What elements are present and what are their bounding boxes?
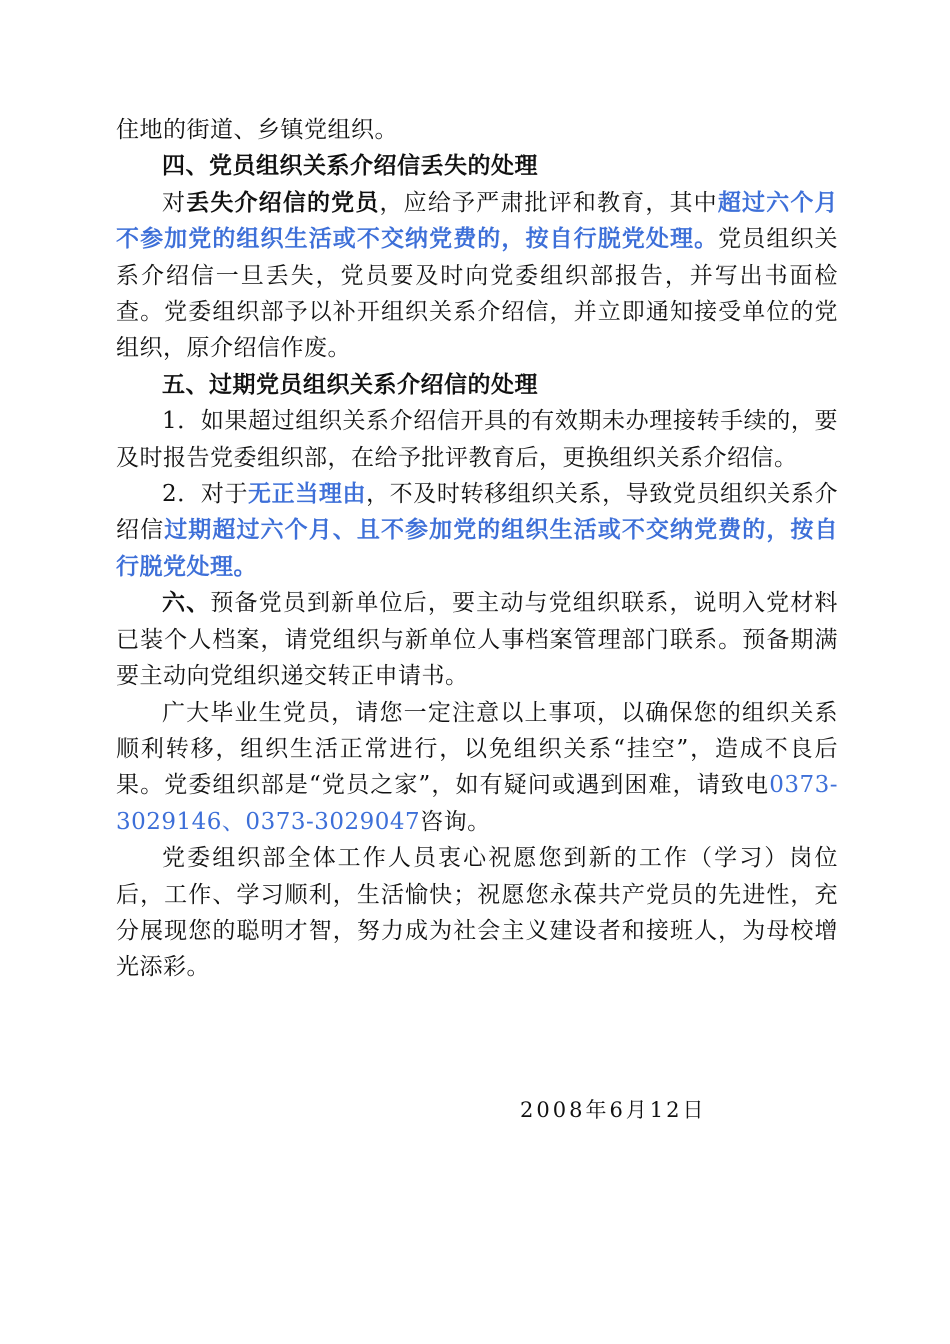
document-body (116, 112, 838, 986)
section-5-item-2-mid: ，不及时转移组织关系，导致党员组织关系介绍信 (116, 481, 839, 544)
section-4-text-post: 党员组织关系介绍信一旦丢失，党员要及时向党委组织部报告，并写出书面检查。党委组织部予以补开组织关系介绍信，并立即通知接受单位的党组织，原介绍信作废。 (116, 226, 839, 362)
section-4-bold-phrase: 丢失介绍信的党员 (186, 188, 380, 216)
section-5-heading: 五、过期党员组织关系介绍信的处理 (162, 370, 538, 398)
section-5-item-2 (116, 476, 838, 585)
continuation-paragraph: 住地的街道、乡镇党组织。 (116, 117, 398, 143)
contact-phone-numbers: 0373-3029146、0373-3029047 (116, 772, 838, 835)
section-5-item-2-highlight-1: 无正当理由 (248, 480, 367, 508)
section-6-text: 预备党员到新单位后，要主动与党组织联系，说明入党材料已装个人档案，请党组织与新单位人事档案管理部门联系。预备期满要主动向党组织递交转正申请书。 (116, 590, 839, 690)
section-4-paragraph (116, 185, 838, 367)
document-date: 2008年6月12日 (520, 1098, 707, 1122)
closing-paragraph-2: 党委组织部全体工作人员衷心祝愿您到新的工作（学习）岗位后，工作、学习顺利，生活愉快；祝愿您永葆共产党员的先进性，充分展现您的聪明才智，努力成为社会主义建设者和接班人，为母校增光添彩。 (116, 845, 838, 981)
closing-paragraph-1 (116, 695, 838, 841)
section-5-item-1: 1．如果超过组织关系介绍信开具的有效期未办理接转手续的，要及时报告党委组织部，在给予批评教育后，更换组织关系介绍信。 (116, 408, 838, 471)
closing-1-pre: 广大毕业生党员，请您一定注意以上事项，以确保您的组织关系顺利转移，组织生活正常进行，以免组织关系“挂空”，造成不良后果。党委组织部是“党员之家”，如有疑问或遇到困难，请致电 (116, 699, 838, 799)
section-4-heading: 四、党员组织关系介绍信丢失的处理 (162, 152, 538, 180)
section-5-item-2-pre: 2．对于 (162, 481, 249, 508)
section-4-text-pre: 对 (162, 189, 187, 216)
closing-1-post: 咨询。 (420, 808, 491, 835)
section-6-label: 六、 (162, 589, 211, 617)
section-4-text-mid: ，应给予严肃批评和教育，其中 (379, 189, 718, 216)
section-4-highlight: 超过六个月不参加党的组织生活或不交纳党费的，按自行脱党处理。 (116, 188, 839, 253)
section-6-paragraph (116, 585, 838, 694)
section-5-item-2-highlight-2: 过期超过六个月、且不参加党的组织生活或不交纳党费的，按自行脱党处理。 (116, 516, 839, 580)
